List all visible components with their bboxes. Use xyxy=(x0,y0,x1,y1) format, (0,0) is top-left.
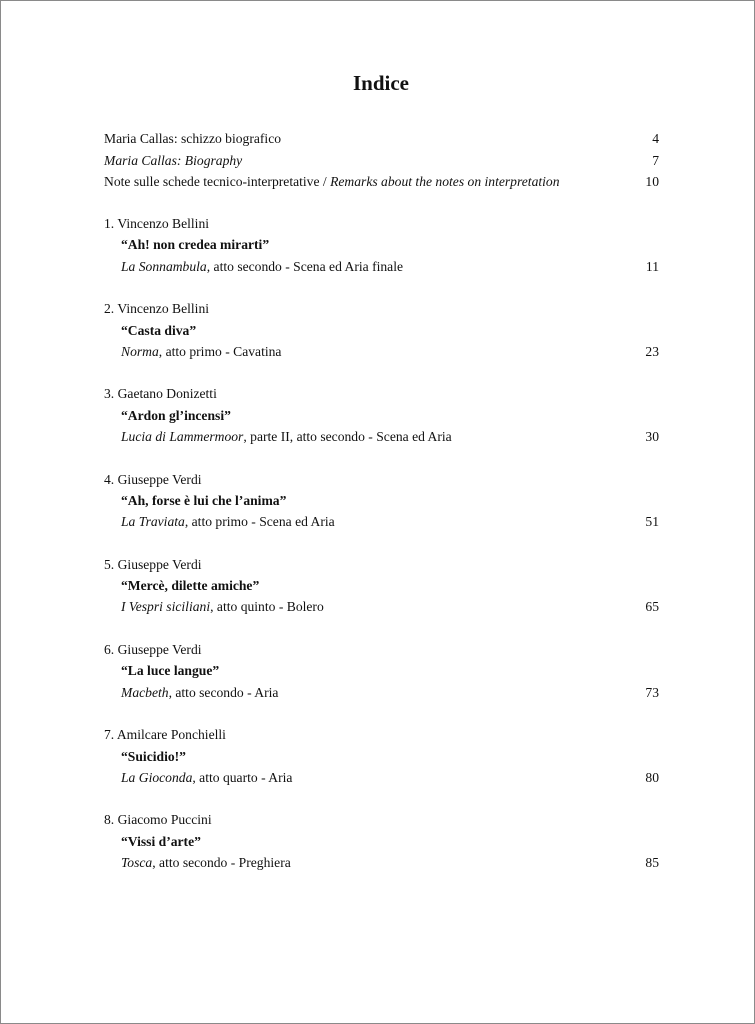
entry-aria-title: “Casta diva” xyxy=(121,322,197,338)
page-number: 85 xyxy=(645,855,659,870)
entry-opera-line xyxy=(121,682,659,703)
page-number: 80 xyxy=(645,769,659,785)
page-number: 65 xyxy=(645,599,659,615)
entry-text: Maria Callas: schizzo biografico xyxy=(104,131,282,146)
entry-opera-detail: , atto quarto - Aria xyxy=(192,769,293,785)
toc-front-entry xyxy=(104,150,659,171)
page-number: 10 xyxy=(645,174,659,189)
entry-opera-title: I Vespri siciliani xyxy=(121,599,211,615)
entry-aria-title: “Suicidio!” xyxy=(121,748,186,764)
entry-opera-detail: , atto primo - Scena ed Aria xyxy=(184,514,335,530)
entry-composer: 1. Vincenzo Bellini xyxy=(104,216,210,231)
entry-composer: 6. Giuseppe Verdi xyxy=(104,642,202,657)
entry-opera-detail: , atto quinto - Bolero xyxy=(210,599,324,615)
entry-italic-text: Remarks about the notes on interpretation xyxy=(330,174,560,189)
page-title: Indice xyxy=(352,71,409,95)
entry-opera-line xyxy=(121,852,659,873)
entry-composer: 8. Giacomo Puccini xyxy=(104,812,212,828)
entry-opera-line xyxy=(121,256,659,277)
toc-front-entry xyxy=(104,171,659,192)
entry-opera-detail: , atto secondo - Scena ed Aria finale xyxy=(206,258,404,274)
entry-opera-line xyxy=(121,426,659,447)
entry-opera-title: La Traviata xyxy=(121,514,185,530)
entry-opera-title: Lucia di Lammermoor xyxy=(121,429,244,444)
entry-opera-title: La Sonnambula xyxy=(121,258,207,274)
entry-opera-line xyxy=(121,767,659,788)
page-number: 23 xyxy=(645,343,659,359)
entry-aria-title: “Vissi d’arte” xyxy=(121,833,201,849)
entry-composer: 5. Giuseppe Verdi xyxy=(104,556,202,572)
entry-text: Note sulle schede tecnico-interpretative / xyxy=(104,174,331,189)
entry-aria-title: “Ah! non credea mirarti” xyxy=(121,237,270,253)
page-number: 4 xyxy=(652,131,659,146)
toc-front-entry xyxy=(104,128,659,149)
entry-composer: 4. Giuseppe Verdi xyxy=(104,471,202,487)
entry-opera-detail: , atto primo - Cavatina xyxy=(158,343,282,359)
entry-aria-title: “Ardon gl’incensi” xyxy=(121,407,231,423)
entry-aria-title: “La luce langue” xyxy=(121,663,220,679)
page-number: 30 xyxy=(645,429,659,444)
entry-aria-title: “Ah, forse è lui che l’anima” xyxy=(121,492,287,508)
entry-opera-line xyxy=(121,596,659,617)
entry-opera-detail: , parte II, atto secondo - Scena ed Aria xyxy=(243,429,452,444)
entry-opera-detail: , atto secondo - Aria xyxy=(168,684,279,700)
entry-italic-text: Maria Callas: Biography xyxy=(104,152,243,168)
entry-opera-title: Norma xyxy=(121,343,159,359)
entry-opera-title: Tosca xyxy=(121,855,153,870)
page-number: 11 xyxy=(645,258,659,274)
entry-opera-title: La Gioconda xyxy=(121,769,193,785)
entry-opera-title: Macbeth xyxy=(121,684,169,700)
entry-composer: 2. Vincenzo Bellini xyxy=(104,301,210,317)
entry-opera-line xyxy=(121,341,659,362)
entry-opera-detail: , atto secondo - Preghiera xyxy=(152,855,291,870)
entry-opera-line xyxy=(121,511,659,532)
entry-composer: 7. Amilcare Ponchielli xyxy=(104,727,226,743)
entry-composer: 3. Gaetano Donizetti xyxy=(104,386,217,402)
entry-aria-title: “Mercè, dilette amiche” xyxy=(121,578,260,594)
page-number: 51 xyxy=(645,514,659,530)
page-number: 7 xyxy=(652,152,659,168)
page-number: 73 xyxy=(645,684,659,700)
